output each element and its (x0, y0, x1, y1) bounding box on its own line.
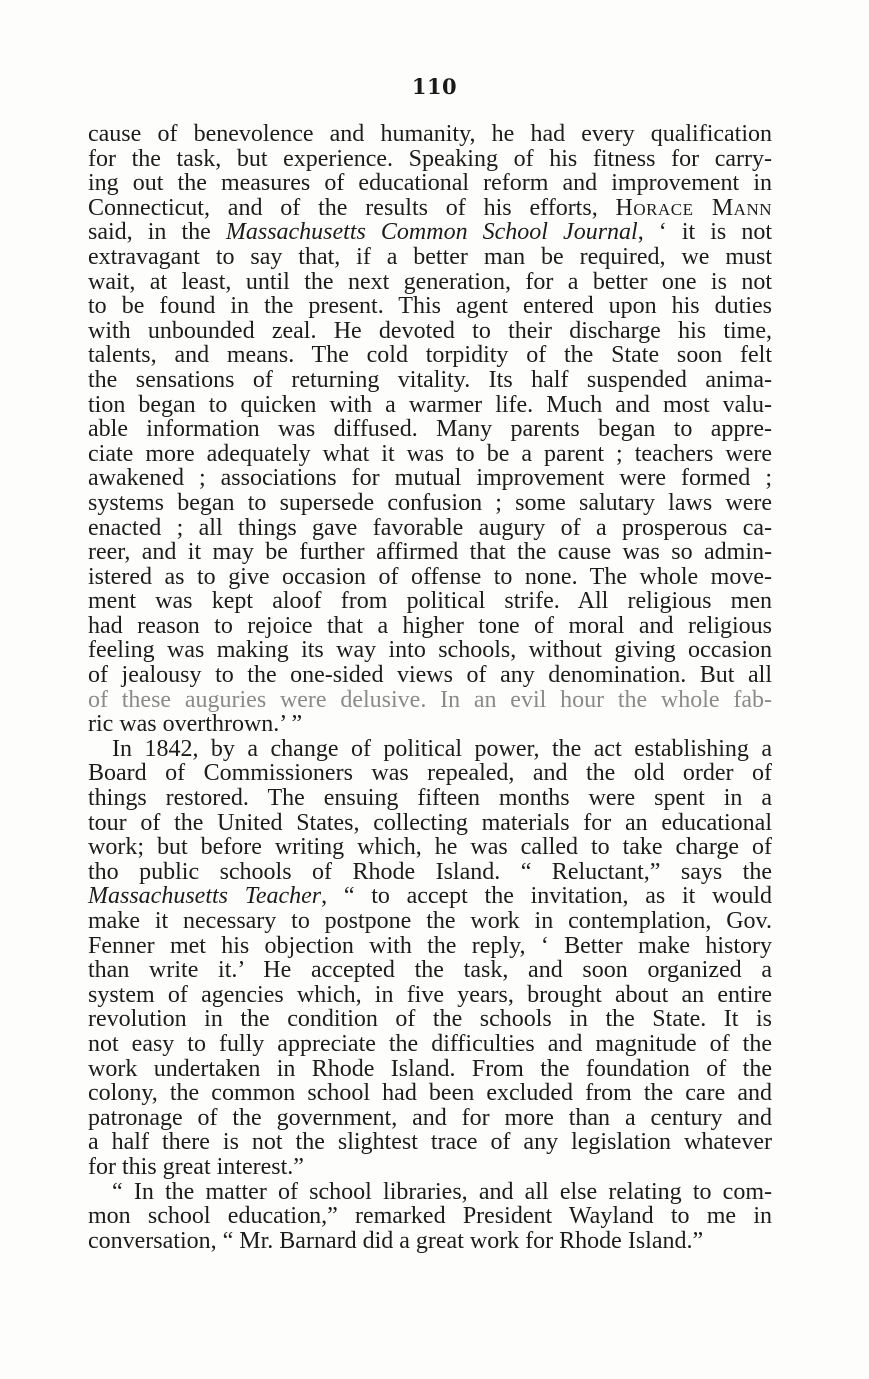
text-line (88, 196, 772, 221)
text-run: Connecticut, and of the results of his efforts, (88, 194, 616, 221)
text-line: to be found in the present. This agent entered upon his duties (88, 293, 772, 320)
text-line: conversation, “ Mr. Barnard did a great work for Rhode Island.” (88, 1227, 704, 1254)
text-line: colony, the common school had been excluded from the care and (88, 1080, 772, 1107)
text-line: istered as to give occasion of offense to none. The whole move- (88, 563, 772, 590)
text-line: not easy to fully appreciate the difficulties and magnitude of the (88, 1030, 772, 1057)
text-line: tion began to quicken with a warmer life. Much and most valu- (88, 391, 772, 418)
text-line: wait, at least, until the next generation, for a better one is not (88, 268, 772, 295)
paragraph-first-line: In 1842, by a change of political power, the act establishing a (112, 735, 772, 762)
text-line: able information was diffused. Many parents began to appre- (88, 416, 772, 443)
text-line: systems began to supersede confusion ; some salutary laws were (88, 489, 772, 516)
text-line: system of agencies which, in five years, brought about an entire (88, 981, 772, 1008)
text-line: things restored. The ensuing fifteen months were spent in a (88, 785, 772, 812)
text-line: patronage of the government, and for more than a century and (88, 1104, 772, 1131)
text-line: the sensations of returning vitality. Its half suspended anima- (88, 366, 772, 393)
text-line: mon school education,” remarked President Wayland to me in (88, 1203, 772, 1230)
text-line: feeling was making its way into schools, without giving occasion (88, 637, 772, 664)
body-text (88, 122, 772, 1253)
person-name: Horace Mann (615, 194, 773, 221)
text-line (88, 884, 772, 909)
text-run: , “ to accept the invitation, as it would (321, 883, 772, 910)
text-line: for this great interest.” (88, 1153, 304, 1180)
text-run: said, in the (88, 219, 226, 246)
text-line: tour of the United States, collecting materials for an educational (88, 809, 772, 836)
text-line: work undertaken in Rhode Island. From the foundation of the (88, 1055, 772, 1082)
text-line: a half there is not the slightest trace of any legislation whatever (88, 1129, 772, 1156)
text-line: ciate more adequately what it was to be a parent ; teachers were (88, 440, 772, 467)
text-line: ric was overthrown.’ ” (88, 711, 303, 738)
text-line: make it necessary to postpone the work in contemplation, Gov. (88, 908, 772, 934)
page-number: 110 (411, 74, 458, 99)
text-line: ing out the measures of educational reform and improvement in (88, 170, 772, 197)
text-line-faded: of these auguries were delusive. In an evil hour the whole fab- (88, 686, 772, 713)
publication-title: Massachusetts Common School Journal (225, 219, 638, 246)
text-line: of jealousy to the one-sided views of any denomination. But all (88, 662, 772, 689)
text-line: enacted ; all things gave favorable augury of a prosperous ca- (88, 514, 772, 541)
text-line: Board of Commissioners was repealed, and the old order of (88, 760, 772, 787)
text-line: for the task, but experience. Speaking of his fitness for carry- (88, 145, 772, 172)
text-line: ment was kept aloof from political strife. All religious men (88, 588, 772, 615)
text-line: extravagant to say that, if a better man be required, we must (88, 243, 772, 270)
text-line: cause of benevolence and humanity, he had every qualification (88, 121, 772, 147)
text-line (88, 220, 772, 245)
text-line: awakened ; associations for mutual improvement were formed ; (88, 465, 772, 492)
text-run: , ‘ it is not (637, 219, 772, 246)
text-line: reer, and it may be further affirmed that the cause was so admin- (88, 539, 772, 566)
text-line: than write it.’ He accepted the task, and soon organized a (88, 957, 772, 984)
text-line: work; but before writing which, he was called to take charge of (88, 834, 772, 861)
paragraph-first-line: “ In the matter of school libraries, and all else relating to com- (112, 1178, 772, 1205)
text-line: Fenner met his objection with the reply, ‘ Better make history (88, 932, 772, 959)
text-line: with unbounded zeal. He devoted to their discharge his time, (88, 317, 772, 344)
text-line: tho public schools of Rhode Island. “ Reluctant,” says the (88, 858, 772, 885)
publication-title: Massachusetts Teacher (88, 883, 322, 910)
text-line: revolution in the condition of the schools in the State. It is (88, 1006, 772, 1033)
text-line: had reason to rejoice that a higher tone of moral and religious (88, 612, 772, 639)
text-line: talents, and means. The cold torpidity of the State soon felt (88, 342, 772, 369)
